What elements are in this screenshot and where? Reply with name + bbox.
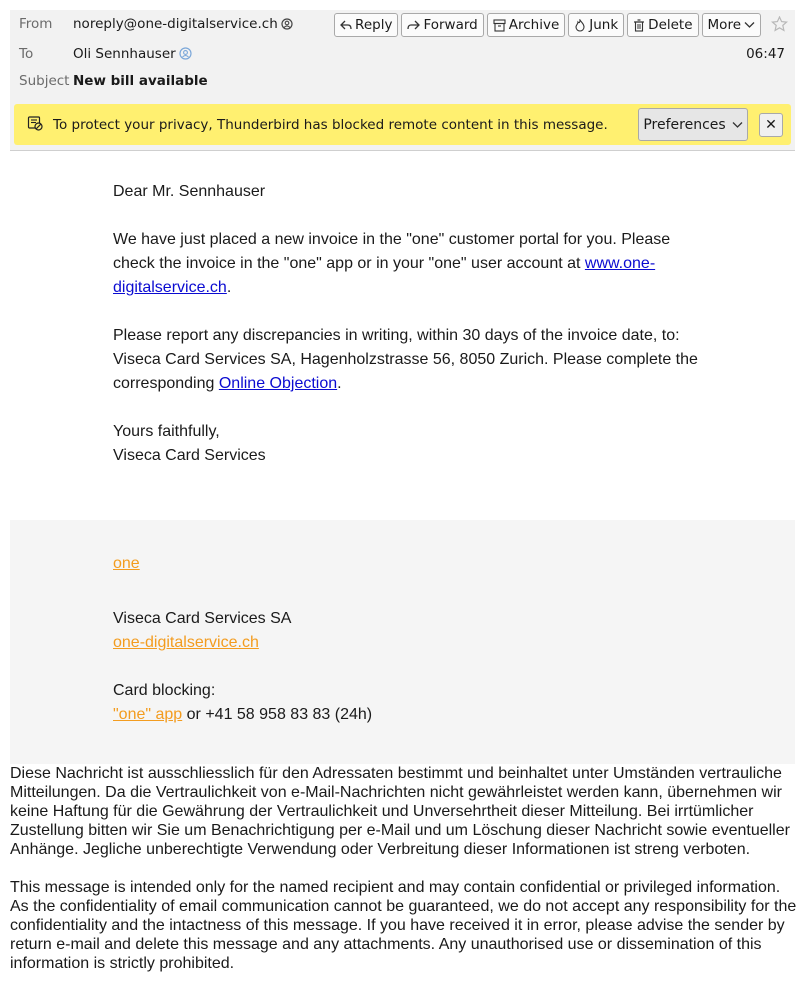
remote-content-notice [14, 104, 791, 145]
discrepancies-text: Please report any discrepancies in writing, within 30 days of the invoice date, to: Viseca Card Services SA, Hagenholzstrasse 56, 8050 Zurich. Please complete the corresponding [113, 327, 698, 392]
more-label: More [707, 17, 741, 33]
message-time: 06:47 [746, 46, 785, 62]
trash-icon [633, 19, 645, 32]
disclaimer-german: Diese Nachricht ist ausschliesslich für den Adressaten bestimmt und beinhaltet unter Umständen vertrauliche Mitteilungen. Da die Vertraulichkeit von e-Mail-Nachrichten nicht gewährleistet werden kann, übernehmen wir keine Haftung für die Gewährung der Vertraulichkeit und Unversehrtheit dieser Mitteilung. Bei irrtümlicher Zustellung bitten wir Sie um Benachrichtigung per e-Mail und um Löschung dieser Nachricht sowie eventueller Anhänge. Jegliche unberechtigte Verwendung oder Verbreitung dieser Informationen ist streng verboten. [10, 765, 790, 858]
junk-label: Junk [589, 17, 619, 33]
card-blocking-row [113, 679, 372, 727]
discrepancies-text-end: . [337, 375, 342, 392]
preferences-button[interactable] [638, 108, 748, 141]
blocked-content-icon [27, 115, 43, 135]
phone-text: or +41 58 958 83 83 (24h) [182, 706, 373, 723]
forward-button[interactable] [401, 13, 483, 37]
company-row [113, 607, 372, 655]
forward-icon [407, 19, 420, 31]
invoice-text: We have just placed a new invoice in the "one" customer portal for you. Please check the invoice in the "one" app or in your "one" user account at [113, 231, 671, 272]
signature: Viseca Card Services [113, 447, 266, 464]
to-label: To [19, 46, 34, 62]
delete-button[interactable] [627, 13, 698, 37]
body-paragraph-discrepancies [113, 324, 703, 396]
reply-label: Reply [355, 17, 393, 33]
online-objection-link[interactable]: Online Objection [218, 375, 338, 392]
company-name: Viseca Card Services SA [113, 610, 292, 627]
signature-block [10, 520, 795, 764]
chevron-down-icon [744, 21, 755, 29]
subject-text: New bill available [73, 73, 208, 89]
to-row [19, 46, 192, 64]
preferences-label: Preferences [643, 116, 726, 133]
junk-icon [574, 19, 586, 32]
app-link[interactable]: "one" app [113, 706, 183, 723]
website-link[interactable]: one-digitalservice.ch [113, 634, 259, 651]
closing-text: Yours faithfully, [113, 423, 220, 440]
legal-disclaimer [10, 764, 800, 992]
archive-icon [493, 19, 506, 32]
brand-link[interactable]: one [113, 555, 140, 572]
close-icon: ✕ [765, 117, 777, 133]
reply-button[interactable] [334, 13, 398, 37]
body-paragraph-invoice [113, 228, 703, 300]
junk-button[interactable] [568, 13, 624, 37]
disclaimer-english: This message is intended only for the named recipient and may contain confidential or privileged information. As the confidentiality of email communication cannot be guaranteed, we do not accept any responsibility for the confidentiality and the intactness of this message. If you have received it in error, please advise the sender by return e-mail and delete this message and any attachments. Any unauthorised use or dissemination of this information is strictly prohibited. [10, 879, 797, 972]
from-label: From [19, 16, 53, 32]
notice-text: To protect your privacy, Thunderbird has blocked remote content in this message. [53, 116, 608, 133]
subject-row [19, 73, 208, 89]
archive-label: Archive [508, 17, 560, 33]
reply-icon [340, 19, 352, 31]
greeting: Dear Mr. Sennhauser [113, 183, 266, 200]
subject-label: Subject [19, 73, 70, 89]
portal-link[interactable]: www.one-digitalservice.ch [113, 255, 656, 296]
message-toolbar [334, 13, 761, 37]
forward-label: Forward [423, 17, 478, 33]
to-recipient[interactable]: Oli Sennhauser [73, 46, 176, 62]
star-icon[interactable] [771, 16, 788, 36]
card-blocking-label: Card blocking: [113, 682, 216, 699]
from-address[interactable]: noreply@one-digitalservice.ch [73, 16, 278, 32]
closing [113, 420, 703, 468]
invoice-text-end: . [226, 279, 232, 296]
message-header [10, 10, 795, 151]
chevron-down-icon [732, 117, 743, 133]
brand-row [113, 552, 372, 576]
message-body [113, 180, 703, 468]
from-row [19, 16, 293, 34]
delete-label: Delete [648, 17, 693, 33]
contact-icon[interactable] [281, 18, 293, 34]
more-button[interactable] [702, 13, 761, 37]
close-notice-button[interactable] [759, 113, 783, 137]
address-book-icon[interactable] [179, 47, 192, 64]
archive-button[interactable] [487, 13, 566, 37]
